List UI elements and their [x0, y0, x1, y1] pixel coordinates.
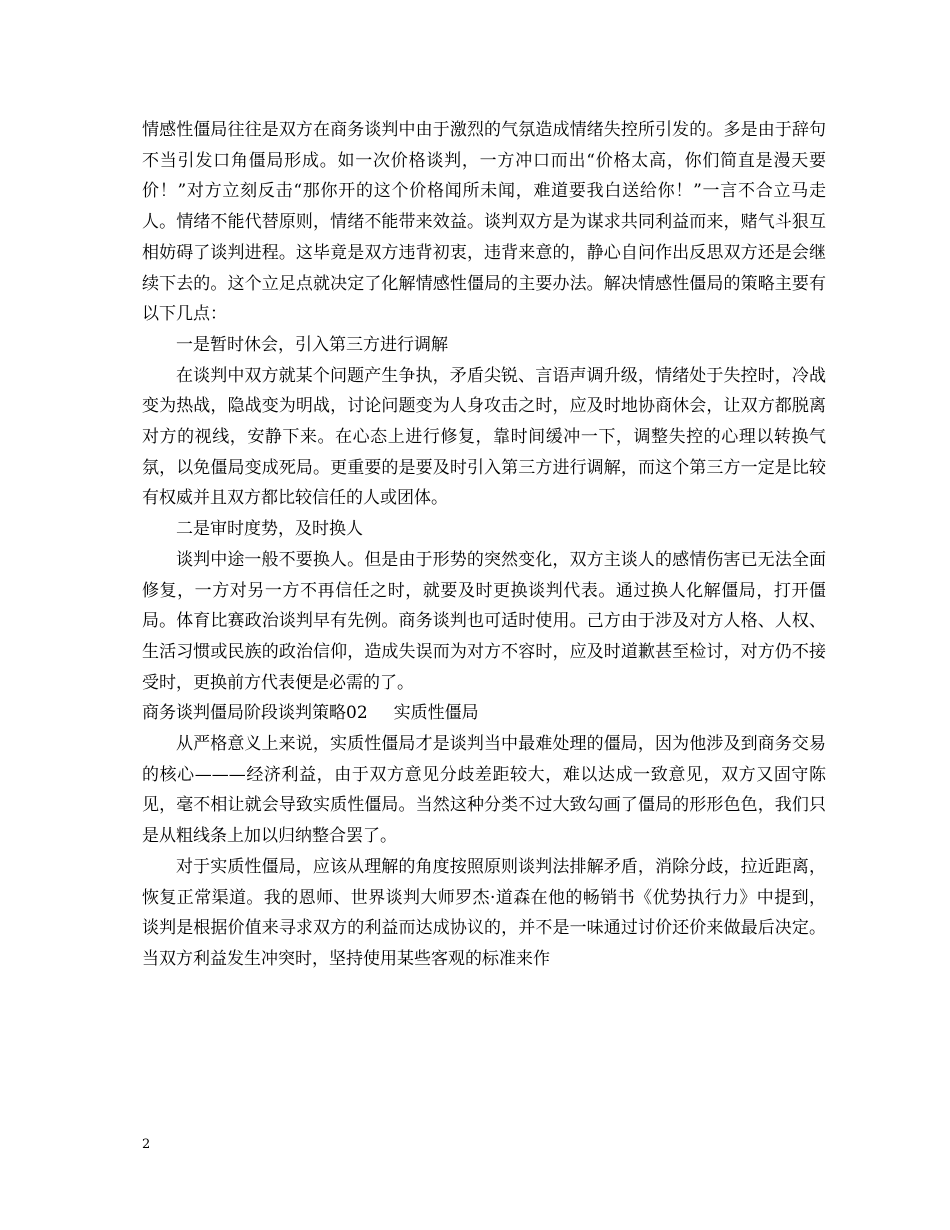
page-number: 2 [142, 1137, 151, 1152]
paragraph-substantive-deadlock: 从严格意义上来说，实质性僵局才是谈判当中最难处理的僵局，因为他涉及到商务交易的核心———经济利益，由于双方意见分歧差距较大，难以达成一致意见，双方又固守陈见，毫不相让就会导致实质性僵局。当然这种分类不过大致勾画了僵局的形形色色，我们只是从粗线条上加以归纳整合罢了。 [142, 734, 826, 847]
paragraph-substantive-strategy: 对于实质性僵局，应该从理解的角度按照原则谈判法排解矛盾，消除分歧，拉近距离，恢复正常渠道。我的恩师、世界谈判大师罗杰·道森在他的畅销书《优势执行力》中提到，谈判是根据价值来寻求双方的利益而达成协议的，并不是一味通过讨价还价来做最后决定。当双方利益发生冲突时，坚持使用某些客观的标准来作 [142, 856, 826, 969]
document-body [142, 115, 826, 975]
heading-strategy-one: 一是暂时休会，引入第三方进行调解 [176, 334, 448, 355]
paragraph-emotional-deadlock-intro: 情感性僵局往往是双方在商务谈判中由于激烈的气氛造成情绪失控所引发的。多是由于辞句不当引发口角僵局形成。如一次价格谈判，一方冲口而出“价格太高，你们简直是漫天要价！”对方立刻反击“那你开的这个价格闻所未闻，难道要我白送给你！”一言不合立马走人。情绪不能代替原则，情绪不能带来效益。谈判双方是为谋求共同利益而来，赌气斗狠互相妨碍了谈判进程。这毕竟是双方违背初衷，违背来意的，静心自问作出反思双方还是会继续下去的。这个立足点就决定了化解情感性僵局的主要办法。解决情感性僵局的策略主要有以下几点： [142, 120, 826, 325]
section-heading-topic: 实质性僵局 [393, 703, 479, 724]
heading-strategy-two: 二是审时度势，及时换人 [176, 519, 363, 540]
section-heading-02 [142, 698, 826, 729]
paragraph-strategy-two: 谈判中途一般不要换人。但是由于形势的突然变化，双方主谈人的感情伤害已无法全面修复，一方对另一方不再信任之时，就要及时更换谈判代表。通过换人化解僵局，打开僵局。体育比赛政治谈判早有先例。商务谈判也可适时使用。己方由于涉及对方人格、人权、生活习惯或民族的政治信仰，造成失误而为对方不容时，应及时道歉甚至检讨，对方仍不接受时，更换前方代表便是必需的了。 [142, 549, 826, 693]
section-heading-label: 商务谈判僵局阶段谈判策略02 [142, 703, 368, 724]
paragraph-strategy-one: 在谈判中双方就某个问题产生争执，矛盾尖锐、言语声调升级，情绪处于失控时，冷战变为热战，隐战变为明战，讨论问题变为人身攻击之时，应及时地协商休会，让双方都脱离对方的视线，安静下来。在心态上进行修复，靠时间缓冲一下，调整失控的心理以转换气氛，以免僵局变成死局。更重要的是要及时引入第三方进行调解，而这个第三方一定是比较有权威并且双方都比较信任的人或团体。 [142, 365, 826, 509]
